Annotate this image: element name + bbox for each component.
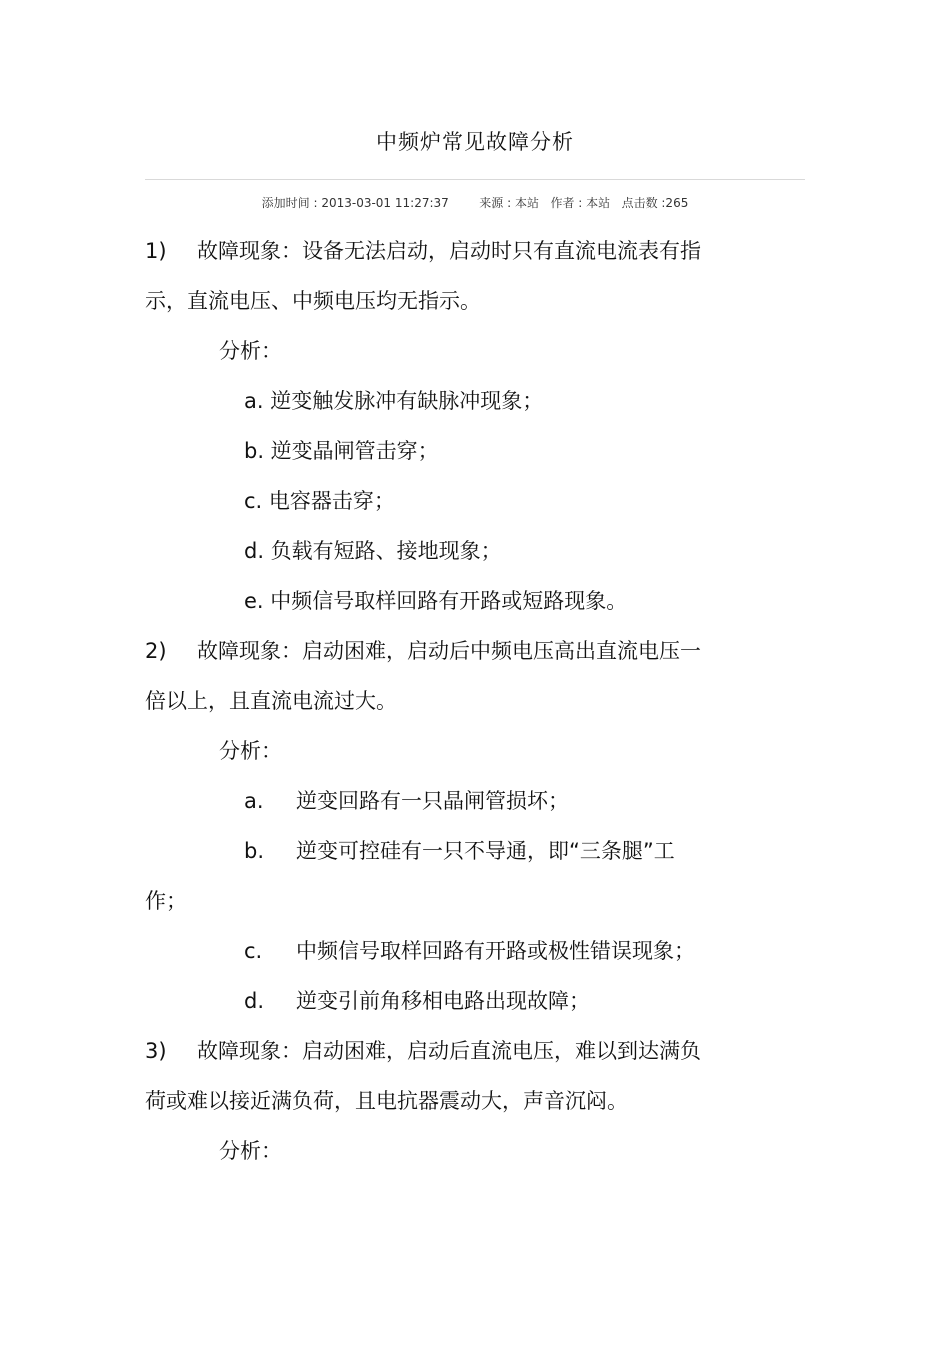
cause-letter: d.	[244, 989, 265, 1013]
click-count: 点击数 :265	[621, 196, 689, 210]
fault-3-phenomenon	[145, 1036, 701, 1066]
fault-1-cause-e: e. 中频信号取样回路有开路或短路现象。	[244, 589, 628, 613]
author-info: 作者 : 本站	[550, 196, 611, 210]
cause-letter: b.	[244, 839, 265, 863]
phenomenon-text: 故障现象：启动困难，启动后直流电压，难以到达满负	[197, 1039, 701, 1063]
cause-text: 逆变可控硅有一只不导通，即“三条腿”工	[296, 839, 675, 863]
fault-2-phenomenon	[145, 636, 701, 666]
fault-1-cause-b: b. 逆变晶闸管击穿；	[244, 439, 439, 463]
fault-3-phenomenon-cont: 荷或难以接近满负荷，且电抗器震动大，声音沉闷。	[145, 1089, 628, 1113]
article-meta	[0, 194, 950, 212]
fault-2-cause-a	[244, 786, 569, 816]
page-title: 中频炉常见故障分析	[376, 130, 574, 154]
cause-letter: c.	[244, 939, 263, 963]
fault-1-analysis-label: 分析：	[219, 339, 282, 363]
fault-2-cause-d	[244, 986, 590, 1016]
fault-number: 3)	[145, 1039, 167, 1063]
fault-1-cause-a: a. 逆变触发脉冲有缺脉冲现象；	[244, 389, 544, 413]
phenomenon-text: 故障现象：启动困难，启动后中频电压高出直流电压一	[197, 639, 701, 663]
fault-1-cause-c: c. 电容器击穿；	[244, 489, 395, 513]
source-info: 来源 : 本站	[479, 196, 539, 210]
fault-number: 2)	[145, 639, 167, 663]
cause-text: 逆变回路有一只晶闸管损坏；	[296, 789, 569, 813]
fault-1-cause-d: d. 负载有短路、接地现象；	[244, 539, 502, 563]
fault-2-analysis-label: 分析：	[219, 739, 282, 763]
added-time: 添加时间 : 2013-03-01 11:27:37	[261, 196, 449, 210]
phenomenon-text: 故障现象：设备无法启动，启动时只有直流电流表有指	[197, 239, 701, 263]
cause-text: 逆变引前角移相电路出现故障；	[296, 989, 590, 1013]
fault-2-cause-b-cont: 作；	[145, 889, 187, 913]
fault-2-cause-c	[244, 936, 695, 966]
fault-number: 1)	[145, 239, 167, 263]
fault-2-cause-b	[244, 836, 675, 866]
cause-text: 中频信号取样回路有开路或极性错误现象；	[296, 939, 695, 963]
cause-letter: a.	[244, 789, 264, 813]
title-divider	[145, 179, 805, 180]
fault-3-analysis-label: 分析：	[219, 1139, 282, 1163]
fault-1-phenomenon	[145, 236, 701, 266]
fault-2-phenomenon-cont: 倍以上，且直流电流过大。	[145, 689, 397, 713]
fault-1-phenomenon-cont: 示，直流电压、中频电压均无指示。	[145, 289, 481, 313]
